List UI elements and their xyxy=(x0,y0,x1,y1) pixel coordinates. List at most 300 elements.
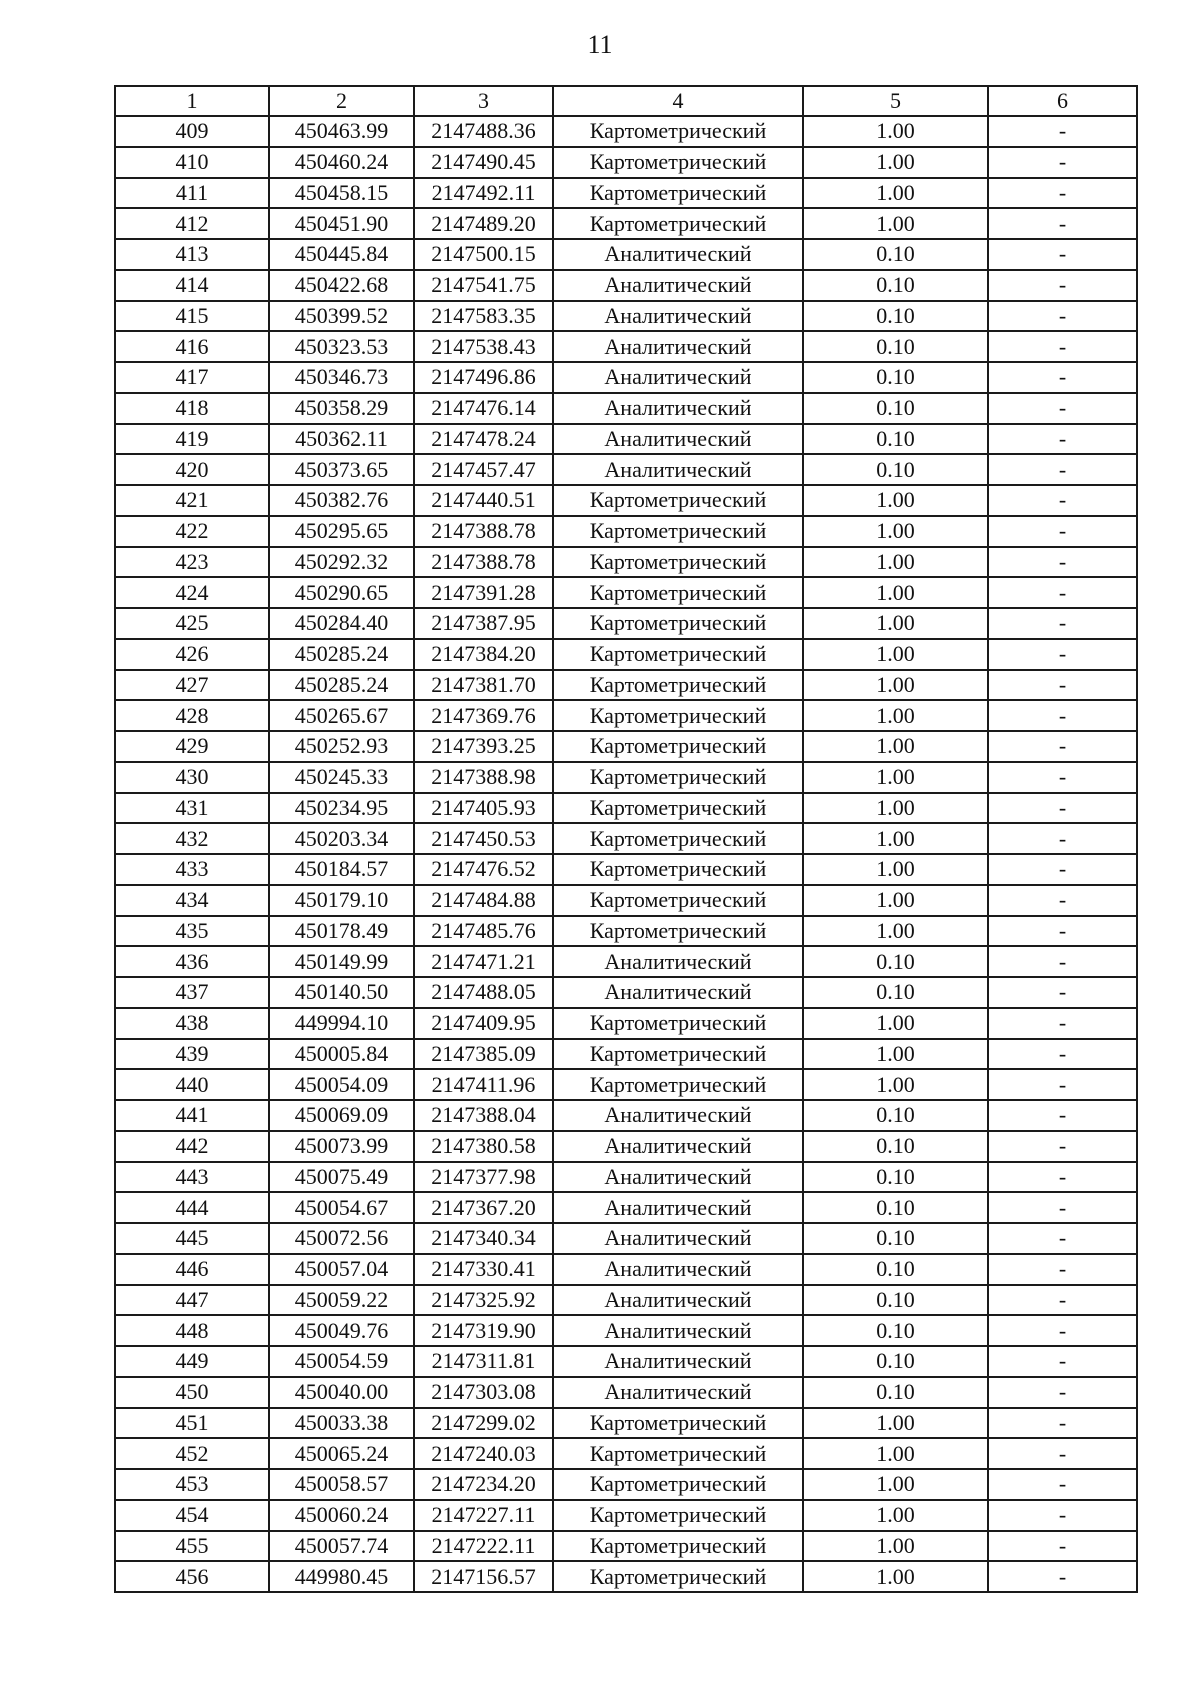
table-row xyxy=(115,1315,1137,1346)
accuracy-cell: 1.00 xyxy=(803,670,988,701)
accuracy-cell: 0.10 xyxy=(803,1223,988,1254)
x-coordinate-cell: 450362.11 xyxy=(269,424,414,455)
method-cell: Аналитический xyxy=(553,362,803,393)
y-coordinate-cell: 2147377.98 xyxy=(414,1162,553,1193)
table-row xyxy=(115,577,1137,608)
x-coordinate-cell: 450057.04 xyxy=(269,1254,414,1285)
point-number-cell: 446 xyxy=(115,1254,269,1285)
y-coordinate-cell: 2147330.41 xyxy=(414,1254,553,1285)
point-number-cell: 423 xyxy=(115,547,269,578)
point-number-cell: 444 xyxy=(115,1192,269,1223)
method-cell: Картометрический xyxy=(553,1408,803,1439)
note-cell: - xyxy=(988,577,1137,608)
point-number-cell: 434 xyxy=(115,885,269,916)
point-number-cell: 420 xyxy=(115,454,269,485)
note-cell: - xyxy=(988,1500,1137,1531)
accuracy-cell: 0.10 xyxy=(803,239,988,270)
y-coordinate-cell: 2147387.95 xyxy=(414,608,553,639)
y-coordinate-cell: 2147457.47 xyxy=(414,454,553,485)
x-coordinate-cell: 450422.68 xyxy=(269,270,414,301)
table-row xyxy=(115,547,1137,578)
accuracy-cell: 1.00 xyxy=(803,762,988,793)
accuracy-cell: 0.10 xyxy=(803,454,988,485)
table-row xyxy=(115,1069,1137,1100)
point-number-cell: 450 xyxy=(115,1377,269,1408)
method-cell: Аналитический xyxy=(553,946,803,977)
note-cell: - xyxy=(988,1346,1137,1377)
method-cell: Картометрический xyxy=(553,793,803,824)
table-row xyxy=(115,762,1137,793)
point-number-cell: 437 xyxy=(115,977,269,1008)
y-coordinate-cell: 2147311.81 xyxy=(414,1346,553,1377)
note-cell: - xyxy=(988,424,1137,455)
y-coordinate-cell: 2147384.20 xyxy=(414,639,553,670)
y-coordinate-cell: 2147388.78 xyxy=(414,516,553,547)
method-cell: Картометрический xyxy=(553,516,803,547)
accuracy-cell: 0.10 xyxy=(803,1377,988,1408)
x-coordinate-cell: 450060.24 xyxy=(269,1500,414,1531)
method-cell: Аналитический xyxy=(553,331,803,362)
method-cell: Аналитический xyxy=(553,1223,803,1254)
method-cell: Картометрический xyxy=(553,485,803,516)
table-row xyxy=(115,1438,1137,1469)
table-row xyxy=(115,1285,1137,1316)
method-cell: Картометрический xyxy=(553,731,803,762)
y-coordinate-cell: 2147409.95 xyxy=(414,1008,553,1039)
note-cell: - xyxy=(988,762,1137,793)
point-number-cell: 447 xyxy=(115,1285,269,1316)
y-coordinate-cell: 2147156.57 xyxy=(414,1561,553,1592)
accuracy-cell: 1.00 xyxy=(803,639,988,670)
x-coordinate-cell: 450149.99 xyxy=(269,946,414,977)
point-number-cell: 435 xyxy=(115,916,269,947)
accuracy-cell: 1.00 xyxy=(803,1469,988,1500)
x-coordinate-cell: 450445.84 xyxy=(269,239,414,270)
table-row xyxy=(115,178,1137,209)
x-coordinate-cell: 450399.52 xyxy=(269,301,414,332)
y-coordinate-cell: 2147222.11 xyxy=(414,1531,553,1562)
x-coordinate-cell: 450358.29 xyxy=(269,393,414,424)
method-cell: Картометрический xyxy=(553,1531,803,1562)
page-number: 11 xyxy=(587,30,613,59)
x-coordinate-cell: 450005.84 xyxy=(269,1039,414,1070)
y-coordinate-cell: 2147385.09 xyxy=(414,1039,553,1070)
method-cell: Аналитический xyxy=(553,1315,803,1346)
y-coordinate-cell: 2147471.21 xyxy=(414,946,553,977)
x-coordinate-cell: 450245.33 xyxy=(269,762,414,793)
point-number-cell: 443 xyxy=(115,1162,269,1193)
method-cell: Аналитический xyxy=(553,301,803,332)
method-cell: Картометрический xyxy=(553,147,803,178)
y-coordinate-cell: 2147489.20 xyxy=(414,208,553,239)
method-cell: Аналитический xyxy=(553,1285,803,1316)
x-coordinate-cell: 450290.65 xyxy=(269,577,414,608)
point-number-cell: 436 xyxy=(115,946,269,977)
table-row xyxy=(115,393,1137,424)
y-coordinate-cell: 2147388.04 xyxy=(414,1100,553,1131)
method-cell: Картометрический xyxy=(553,1039,803,1070)
accuracy-cell: 0.10 xyxy=(803,1192,988,1223)
accuracy-cell: 1.00 xyxy=(803,1531,988,1562)
note-cell: - xyxy=(988,946,1137,977)
note-cell: - xyxy=(988,516,1137,547)
table-row xyxy=(115,608,1137,639)
x-coordinate-cell: 450451.90 xyxy=(269,208,414,239)
x-coordinate-cell: 450049.76 xyxy=(269,1315,414,1346)
note-cell: - xyxy=(988,301,1137,332)
y-coordinate-cell: 2147485.76 xyxy=(414,916,553,947)
x-coordinate-cell: 450265.67 xyxy=(269,700,414,731)
note-cell: - xyxy=(988,1285,1137,1316)
note-cell: - xyxy=(988,1192,1137,1223)
column-header: 2 xyxy=(269,86,414,116)
note-cell: - xyxy=(988,1408,1137,1439)
x-coordinate-cell: 450203.34 xyxy=(269,823,414,854)
table-row xyxy=(115,1131,1137,1162)
table-row xyxy=(115,700,1137,731)
accuracy-cell: 0.10 xyxy=(803,1315,988,1346)
method-cell: Картометрический xyxy=(553,1561,803,1592)
point-number-cell: 456 xyxy=(115,1561,269,1592)
point-number-cell: 428 xyxy=(115,700,269,731)
note-cell: - xyxy=(988,885,1137,916)
method-cell: Аналитический xyxy=(553,977,803,1008)
note-cell: - xyxy=(988,608,1137,639)
accuracy-cell: 1.00 xyxy=(803,1069,988,1100)
table-row xyxy=(115,1039,1137,1070)
accuracy-cell: 1.00 xyxy=(803,485,988,516)
method-cell: Аналитический xyxy=(553,270,803,301)
y-coordinate-cell: 2147240.03 xyxy=(414,1438,553,1469)
method-cell: Аналитический xyxy=(553,1100,803,1131)
point-number-cell: 449 xyxy=(115,1346,269,1377)
method-cell: Картометрический xyxy=(553,1469,803,1500)
x-coordinate-cell: 450065.24 xyxy=(269,1438,414,1469)
note-cell: - xyxy=(988,1131,1137,1162)
point-number-cell: 440 xyxy=(115,1069,269,1100)
note-cell: - xyxy=(988,147,1137,178)
note-cell: - xyxy=(988,670,1137,701)
table-row xyxy=(115,1469,1137,1500)
method-cell: Картометрический xyxy=(553,1438,803,1469)
accuracy-cell: 1.00 xyxy=(803,178,988,209)
method-cell: Аналитический xyxy=(553,1377,803,1408)
accuracy-cell: 0.10 xyxy=(803,331,988,362)
point-number-cell: 441 xyxy=(115,1100,269,1131)
note-cell: - xyxy=(988,331,1137,362)
table-row xyxy=(115,116,1137,147)
x-coordinate-cell: 450072.56 xyxy=(269,1223,414,1254)
note-cell: - xyxy=(988,362,1137,393)
accuracy-cell: 0.10 xyxy=(803,1346,988,1377)
table-row xyxy=(115,1223,1137,1254)
y-coordinate-cell: 2147227.11 xyxy=(414,1500,553,1531)
y-coordinate-cell: 2147340.34 xyxy=(414,1223,553,1254)
accuracy-cell: 1.00 xyxy=(803,854,988,885)
x-coordinate-cell: 450463.99 xyxy=(269,116,414,147)
x-coordinate-cell: 450054.09 xyxy=(269,1069,414,1100)
accuracy-cell: 0.10 xyxy=(803,362,988,393)
table-row xyxy=(115,362,1137,393)
accuracy-cell: 1.00 xyxy=(803,1561,988,1592)
x-coordinate-cell: 450178.49 xyxy=(269,916,414,947)
table-row xyxy=(115,331,1137,362)
table-row xyxy=(115,670,1137,701)
point-number-cell: 417 xyxy=(115,362,269,393)
x-coordinate-cell: 450054.59 xyxy=(269,1346,414,1377)
note-cell: - xyxy=(988,1223,1137,1254)
column-header: 6 xyxy=(988,86,1137,116)
table-row xyxy=(115,916,1137,947)
note-cell: - xyxy=(988,208,1137,239)
method-cell: Аналитический xyxy=(553,1192,803,1223)
point-number-cell: 433 xyxy=(115,854,269,885)
method-cell: Картометрический xyxy=(553,670,803,701)
x-coordinate-cell: 450075.49 xyxy=(269,1162,414,1193)
point-number-cell: 411 xyxy=(115,178,269,209)
y-coordinate-cell: 2147391.28 xyxy=(414,577,553,608)
accuracy-cell: 1.00 xyxy=(803,608,988,639)
y-coordinate-cell: 2147488.36 xyxy=(414,116,553,147)
point-number-cell: 414 xyxy=(115,270,269,301)
table-row xyxy=(115,424,1137,455)
method-cell: Аналитический xyxy=(553,239,803,270)
y-coordinate-cell: 2147405.93 xyxy=(414,793,553,824)
note-cell: - xyxy=(988,731,1137,762)
note-cell: - xyxy=(988,1531,1137,1562)
note-cell: - xyxy=(988,547,1137,578)
x-coordinate-cell: 450346.73 xyxy=(269,362,414,393)
note-cell: - xyxy=(988,1162,1137,1193)
method-cell: Аналитический xyxy=(553,1162,803,1193)
note-cell: - xyxy=(988,1039,1137,1070)
point-number-cell: 430 xyxy=(115,762,269,793)
method-cell: Картометрический xyxy=(553,178,803,209)
table-row xyxy=(115,946,1137,977)
x-coordinate-cell: 450179.10 xyxy=(269,885,414,916)
point-number-cell: 413 xyxy=(115,239,269,270)
table-row xyxy=(115,270,1137,301)
accuracy-cell: 0.10 xyxy=(803,1285,988,1316)
note-cell: - xyxy=(988,393,1137,424)
note-cell: - xyxy=(988,239,1137,270)
point-number-cell: 454 xyxy=(115,1500,269,1531)
note-cell: - xyxy=(988,1069,1137,1100)
note-cell: - xyxy=(988,700,1137,731)
method-cell: Картометрический xyxy=(553,577,803,608)
accuracy-cell: 1.00 xyxy=(803,823,988,854)
x-coordinate-cell: 450382.76 xyxy=(269,485,414,516)
x-coordinate-cell: 450058.57 xyxy=(269,1469,414,1500)
accuracy-cell: 0.10 xyxy=(803,1100,988,1131)
method-cell: Картометрический xyxy=(553,1069,803,1100)
x-coordinate-cell: 450252.93 xyxy=(269,731,414,762)
note-cell: - xyxy=(988,854,1137,885)
accuracy-cell: 0.10 xyxy=(803,1131,988,1162)
point-number-cell: 419 xyxy=(115,424,269,455)
column-header: 5 xyxy=(803,86,988,116)
x-coordinate-cell: 450040.00 xyxy=(269,1377,414,1408)
point-number-cell: 448 xyxy=(115,1315,269,1346)
note-cell: - xyxy=(988,485,1137,516)
x-coordinate-cell: 450184.57 xyxy=(269,854,414,885)
note-cell: - xyxy=(988,270,1137,301)
y-coordinate-cell: 2147234.20 xyxy=(414,1469,553,1500)
table-row xyxy=(115,1254,1137,1285)
accuracy-cell: 1.00 xyxy=(803,208,988,239)
y-coordinate-cell: 2147492.11 xyxy=(414,178,553,209)
x-coordinate-cell: 449994.10 xyxy=(269,1008,414,1039)
point-number-cell: 424 xyxy=(115,577,269,608)
point-number-cell: 426 xyxy=(115,639,269,670)
point-number-cell: 416 xyxy=(115,331,269,362)
accuracy-cell: 0.10 xyxy=(803,1254,988,1285)
y-coordinate-cell: 2147440.51 xyxy=(414,485,553,516)
point-number-cell: 410 xyxy=(115,147,269,178)
table-row xyxy=(115,977,1137,1008)
point-number-cell: 455 xyxy=(115,1531,269,1562)
point-number-cell: 442 xyxy=(115,1131,269,1162)
y-coordinate-cell: 2147299.02 xyxy=(414,1408,553,1439)
accuracy-cell: 1.00 xyxy=(803,116,988,147)
x-coordinate-cell: 450285.24 xyxy=(269,670,414,701)
table-row xyxy=(115,1162,1137,1193)
method-cell: Картометрический xyxy=(553,547,803,578)
table-row xyxy=(115,1500,1137,1531)
y-coordinate-cell: 2147500.15 xyxy=(414,239,553,270)
y-coordinate-cell: 2147388.98 xyxy=(414,762,553,793)
method-cell: Картометрический xyxy=(553,762,803,793)
accuracy-cell: 1.00 xyxy=(803,577,988,608)
y-coordinate-cell: 2147484.88 xyxy=(414,885,553,916)
point-number-cell: 425 xyxy=(115,608,269,639)
y-coordinate-cell: 2147393.25 xyxy=(414,731,553,762)
y-coordinate-cell: 2147411.96 xyxy=(414,1069,553,1100)
note-cell: - xyxy=(988,916,1137,947)
accuracy-cell: 0.10 xyxy=(803,946,988,977)
table-row xyxy=(115,731,1137,762)
x-coordinate-cell: 450140.50 xyxy=(269,977,414,1008)
method-cell: Картометрический xyxy=(553,116,803,147)
point-number-cell: 412 xyxy=(115,208,269,239)
table-row xyxy=(115,854,1137,885)
method-cell: Картометрический xyxy=(553,1500,803,1531)
y-coordinate-cell: 2147303.08 xyxy=(414,1377,553,1408)
point-number-cell: 445 xyxy=(115,1223,269,1254)
table-row xyxy=(115,1346,1137,1377)
table-row xyxy=(115,208,1137,239)
y-coordinate-cell: 2147319.90 xyxy=(414,1315,553,1346)
x-coordinate-cell: 450323.53 xyxy=(269,331,414,362)
y-coordinate-cell: 2147325.92 xyxy=(414,1285,553,1316)
x-coordinate-cell: 450284.40 xyxy=(269,608,414,639)
x-coordinate-cell: 450292.32 xyxy=(269,547,414,578)
table-row xyxy=(115,1531,1137,1562)
accuracy-cell: 1.00 xyxy=(803,1438,988,1469)
accuracy-cell: 0.10 xyxy=(803,270,988,301)
note-cell: - xyxy=(988,977,1137,1008)
note-cell: - xyxy=(988,1315,1137,1346)
accuracy-cell: 1.00 xyxy=(803,731,988,762)
note-cell: - xyxy=(988,639,1137,670)
table-row xyxy=(115,793,1137,824)
method-cell: Картометрический xyxy=(553,823,803,854)
x-coordinate-cell: 450234.95 xyxy=(269,793,414,824)
x-coordinate-cell: 450460.24 xyxy=(269,147,414,178)
x-coordinate-cell: 450285.24 xyxy=(269,639,414,670)
table-header-row xyxy=(115,86,1137,116)
method-cell: Аналитический xyxy=(553,454,803,485)
accuracy-cell: 1.00 xyxy=(803,1408,988,1439)
note-cell: - xyxy=(988,1008,1137,1039)
method-cell: Картометрический xyxy=(553,916,803,947)
point-number-cell: 439 xyxy=(115,1039,269,1070)
x-coordinate-cell: 450057.74 xyxy=(269,1531,414,1562)
accuracy-cell: 1.00 xyxy=(803,885,988,916)
y-coordinate-cell: 2147490.45 xyxy=(414,147,553,178)
table-row xyxy=(115,1377,1137,1408)
note-cell: - xyxy=(988,116,1137,147)
method-cell: Картометрический xyxy=(553,700,803,731)
note-cell: - xyxy=(988,793,1137,824)
y-coordinate-cell: 2147369.76 xyxy=(414,700,553,731)
point-number-cell: 418 xyxy=(115,393,269,424)
x-coordinate-cell: 450373.65 xyxy=(269,454,414,485)
y-coordinate-cell: 2147496.86 xyxy=(414,362,553,393)
table-row xyxy=(115,639,1137,670)
table-body xyxy=(115,86,1137,1592)
point-number-cell: 432 xyxy=(115,823,269,854)
table-row xyxy=(115,1192,1137,1223)
accuracy-cell: 1.00 xyxy=(803,547,988,578)
column-header: 1 xyxy=(115,86,269,116)
accuracy-cell: 0.10 xyxy=(803,393,988,424)
method-cell: Картометрический xyxy=(553,608,803,639)
x-coordinate-cell: 450054.67 xyxy=(269,1192,414,1223)
y-coordinate-cell: 2147538.43 xyxy=(414,331,553,362)
x-coordinate-cell: 450059.22 xyxy=(269,1285,414,1316)
x-coordinate-cell: 450069.09 xyxy=(269,1100,414,1131)
method-cell: Аналитический xyxy=(553,1131,803,1162)
method-cell: Картометрический xyxy=(553,639,803,670)
accuracy-cell: 1.00 xyxy=(803,1500,988,1531)
point-number-cell: 453 xyxy=(115,1469,269,1500)
point-number-cell: 422 xyxy=(115,516,269,547)
point-number-cell: 409 xyxy=(115,116,269,147)
accuracy-cell: 0.10 xyxy=(803,1162,988,1193)
accuracy-cell: 0.10 xyxy=(803,424,988,455)
y-coordinate-cell: 2147541.75 xyxy=(414,270,553,301)
y-coordinate-cell: 2147388.78 xyxy=(414,547,553,578)
point-number-cell: 452 xyxy=(115,1438,269,1469)
table-row xyxy=(115,485,1137,516)
accuracy-cell: 0.10 xyxy=(803,977,988,1008)
table-row xyxy=(115,301,1137,332)
note-cell: - xyxy=(988,1100,1137,1131)
method-cell: Картометрический xyxy=(553,208,803,239)
method-cell: Аналитический xyxy=(553,1346,803,1377)
accuracy-cell: 1.00 xyxy=(803,516,988,547)
y-coordinate-cell: 2147476.52 xyxy=(414,854,553,885)
column-header: 3 xyxy=(414,86,553,116)
point-number-cell: 415 xyxy=(115,301,269,332)
note-cell: - xyxy=(988,1254,1137,1285)
x-coordinate-cell: 450458.15 xyxy=(269,178,414,209)
y-coordinate-cell: 2147381.70 xyxy=(414,670,553,701)
accuracy-cell: 1.00 xyxy=(803,700,988,731)
accuracy-cell: 1.00 xyxy=(803,1039,988,1070)
point-number-cell: 429 xyxy=(115,731,269,762)
